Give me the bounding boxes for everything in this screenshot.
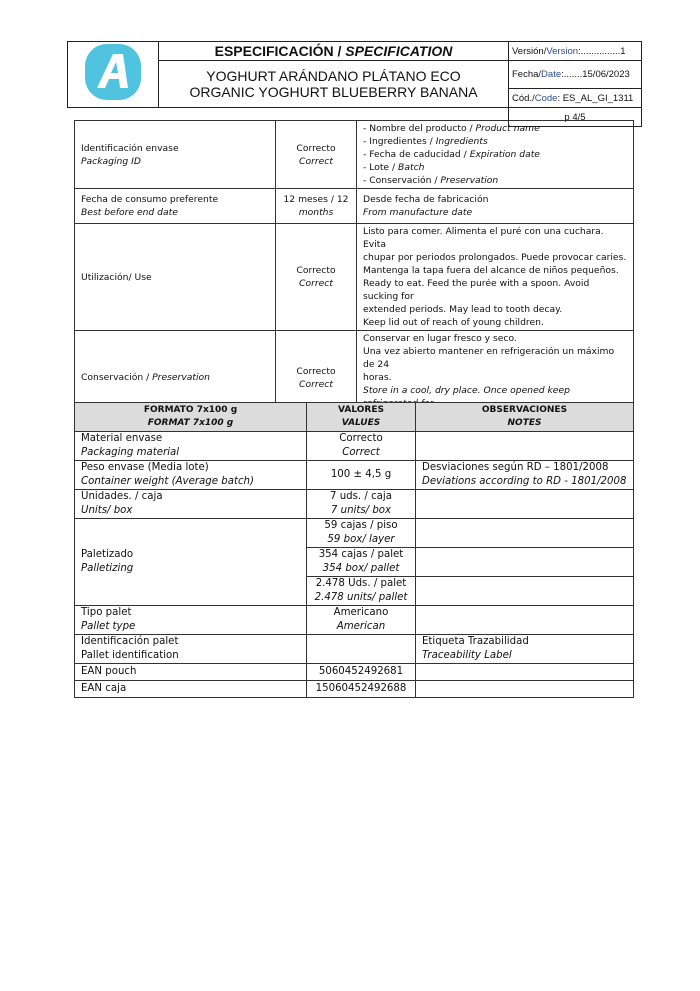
packaging-info-table — [74, 120, 634, 425]
use-label: Utilización/ Use — [75, 224, 276, 331]
best-before-value: 12 meses / 12 months — [276, 189, 357, 224]
brand-logo-icon — [83, 42, 143, 102]
product-name — [159, 61, 509, 108]
table-row: 2.478 Uds. / palet 2.478 units/ pallet — [75, 577, 634, 606]
ean-box-value: 15060452492688 — [307, 681, 416, 698]
title-en: SPECIFICATION — [345, 43, 453, 59]
version-field: Versión/Version:...............1 — [509, 42, 642, 61]
code-field: Cód./Code: ES_AL_GI_1311 — [509, 89, 642, 108]
format-table — [74, 402, 634, 698]
preservation-instructions: Conservar en lugar fresco y seco. Una vez abierto mantener en refrigeración un máximo de 24 horas. Store in a cool, dry place. Once opened keep — [357, 331, 634, 425]
document-title: ESPECIFICACIÓN / SPECIFICATION — [159, 42, 509, 61]
table-row: EAN caja 15060452492688 — [75, 681, 634, 698]
packaging-id-status: Correcto Correct — [276, 121, 357, 189]
date-field: Fecha/Date:.......15/06/2023 — [509, 61, 642, 89]
table-row — [75, 224, 634, 331]
use-instructions: Listo para comer. Alimenta el puré con una cuchara. Evita chupar por periodos prolongados. Puede provocar caries. Mantenga la tapa fuera del alcance de niños pequeños. Ready to eat. Feed the purée with a spoon. Avoid sucking for extended periods. May lead to tooth decay. Keep lid out of reach of young children. — [357, 224, 634, 331]
list-item: - Lote / Batch — [363, 161, 627, 174]
preservation-status: Correcto Correct — [276, 331, 357, 425]
table-row: Unidades. / caja Units/ box 7 uds. / caja 7 units/ box — [75, 490, 634, 519]
table-row — [75, 189, 634, 224]
title-es: ESPECIFICACIÓN — [214, 43, 334, 59]
table-row: EAN pouch 5060452492681 — [75, 664, 634, 681]
page-number: p 4/5 — [509, 108, 642, 127]
date-value: :.......15/06/2023 — [561, 69, 630, 80]
best-before-note: Desde fecha de fabricación From manufacture date — [357, 189, 634, 224]
code-value: : ES_AL_GI_1311 — [557, 92, 634, 104]
packaging-id-label: Identificación envase Packaging ID — [75, 121, 276, 189]
use-status: Correcto Correct — [276, 224, 357, 331]
logo-cell — [68, 42, 159, 108]
table-row — [75, 121, 634, 189]
ean-pouch-value: 5060452492681 — [307, 664, 416, 681]
table-row: Tipo palet Pallet type Americano American — [75, 606, 634, 635]
col-notes-header: OBSERVACIONES NOTES — [416, 403, 634, 432]
version-value: :...............1 — [578, 45, 626, 57]
table-header-row — [75, 403, 634, 432]
table-row: Material envase Packaging material Correcto Correct — [75, 432, 634, 461]
preservation-label: Conservación / Preservation — [75, 331, 276, 425]
col-format-header: FORMATO 7x100 g FORMAT 7x100 g — [75, 403, 307, 432]
best-before-label: Fecha de consumo preferente Best before end date — [75, 189, 276, 224]
table-row: Peso envase (Media lote) Container weight (Average batch) 100 ± 4,5 g Desviaciones según RD – 1801/2008 Deviations according to RD - 1801/2008 — [75, 461, 634, 490]
list-item: - Ingredientes / Ingredients — [363, 135, 627, 148]
list-item: - Conservación / Preservation — [363, 174, 627, 187]
product-name-en: ORGANIC YOGHURT BLUEBERRY BANANA — [189, 84, 478, 100]
col-values-header: VALORES VALUES — [307, 403, 416, 432]
table-row: Identificación palet Pallet identification Etiqueta Trazabilidad Traceability Label — [75, 635, 634, 664]
list-item: - Fecha de caducidad / Expiration date — [363, 148, 627, 161]
product-name-es: YOGHURT ARÁNDANO PLÁTANO ECO — [206, 68, 461, 84]
packaging-id-items — [357, 121, 634, 189]
list-item: - Nombre del producto / Product name — [363, 122, 627, 135]
document-header — [67, 41, 642, 127]
table-row: Paletizado Palletizing 59 cajas / piso 59 box/ layer — [75, 519, 634, 548]
table-row: 354 cajas / palet 354 box/ pallet — [75, 548, 634, 577]
palletizing-label: Paletizado Palletizing — [75, 519, 307, 606]
